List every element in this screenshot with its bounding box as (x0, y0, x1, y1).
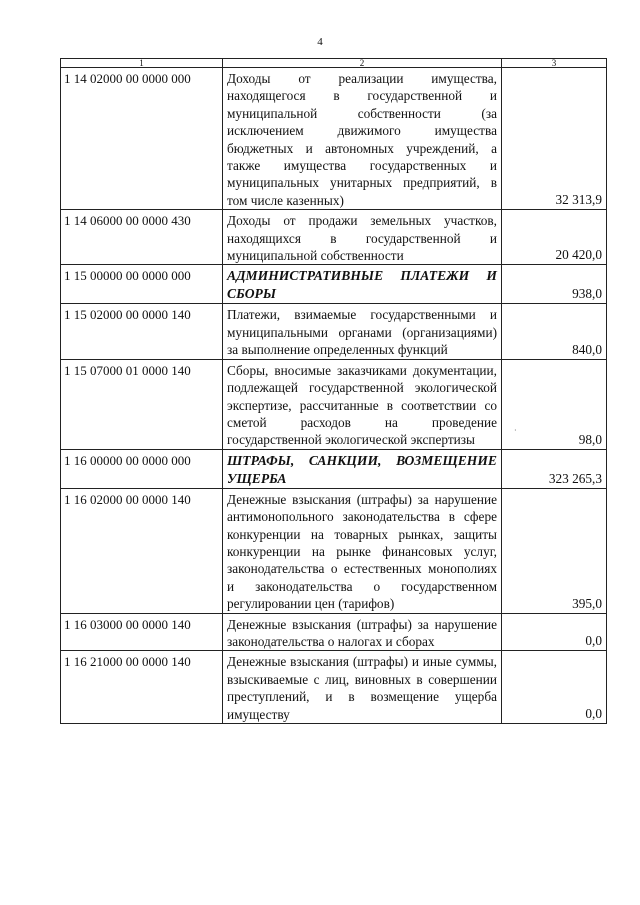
row-amount: 938,0 (502, 265, 607, 304)
row-description: Доходы от продажи земельных участков, находящихся в государственной и муниципальной собственности (223, 210, 502, 265)
table-row (61, 304, 607, 359)
row-description: Платежи, взимаемые государственными и муниципальными органами (организациями) за выполнение определенных функций (223, 304, 502, 359)
table-row (61, 210, 607, 265)
column-header: 3 (502, 59, 607, 68)
row-description: Денежные взыскания (штрафы) за нарушение законодательства о налогах и сборах (223, 613, 502, 651)
budget-code: 1 16 03000 00 0000 140 (61, 613, 223, 651)
row-amount: 0,0 (502, 651, 607, 724)
budget-code: 1 15 02000 00 0000 140 (61, 304, 223, 359)
row-description: Денежные взыскания (штрафы) и иные суммы, взыскиваемые с лиц, виновных в совершении преступлений, и в возмещение ущерба имуществу (223, 651, 502, 724)
row-amount: 0,0 (502, 613, 607, 651)
row-description: Доходы от реализации имущества, находящегося в государственной и муниципальной собственности (за исключением движимого имущества бюджетных и автономных учреждений, а также имущества государственных и муниципальных унитарных предприятий, в том числе казенных) (223, 68, 502, 210)
table-row (61, 359, 607, 449)
budget-code: 1 16 00000 00 0000 000 (61, 449, 223, 488)
budget-code: 1 16 02000 00 0000 140 (61, 488, 223, 613)
budget-code: 1 15 00000 00 0000 000 (61, 265, 223, 304)
column-header: 2 (223, 59, 502, 68)
budget-code: 1 16 21000 00 0000 140 (61, 651, 223, 724)
budget-code: 1 14 02000 00 0000 000 (61, 68, 223, 210)
table-row (61, 68, 607, 210)
row-amount: 32 313,9 (502, 68, 607, 210)
row-description: Сборы, вносимые заказчиками документации, подлежащей государственной экологической экспертизе, рассчитанные в соответствии со сметой расходов на проведение государственной экологической экспертизы (223, 359, 502, 449)
table-header-row (61, 59, 607, 68)
row-amount: 323 265,3 (502, 449, 607, 488)
row-amount: 20 420,0 (502, 210, 607, 265)
budget-code: 1 15 07000 01 0000 140 (61, 359, 223, 449)
table-row (61, 651, 607, 724)
revenue-table (60, 58, 607, 724)
table-row-section (61, 265, 607, 304)
section-heading: ШТРАФЫ, САНКЦИИ, ВОЗМЕЩЕНИЕ УЩЕРБА (223, 449, 502, 488)
scan-speck: · (514, 426, 517, 435)
budget-code: 1 14 06000 00 0000 430 (61, 210, 223, 265)
page-number: 4 (317, 36, 323, 48)
row-description: Денежные взыскания (штрафы) за нарушение антимонопольного законодательства в сфере конкуренции на товарных рынках, защиты конкуренции на рынке финансовых услуг, законодательства о естественных монополиях и законодательства о государственном регулировании цен (тарифов) (223, 488, 502, 613)
table-row-section (61, 449, 607, 488)
column-header: 1 (61, 59, 223, 68)
table-row (61, 488, 607, 613)
table-row (61, 613, 607, 651)
row-amount: 840,0 (502, 304, 607, 359)
row-amount: 98,0 (502, 359, 607, 449)
row-amount: 395,0 (502, 488, 607, 613)
section-heading: АДМИНИСТРАТИВНЫЕ ПЛАТЕЖИ И СБОРЫ (223, 265, 502, 304)
